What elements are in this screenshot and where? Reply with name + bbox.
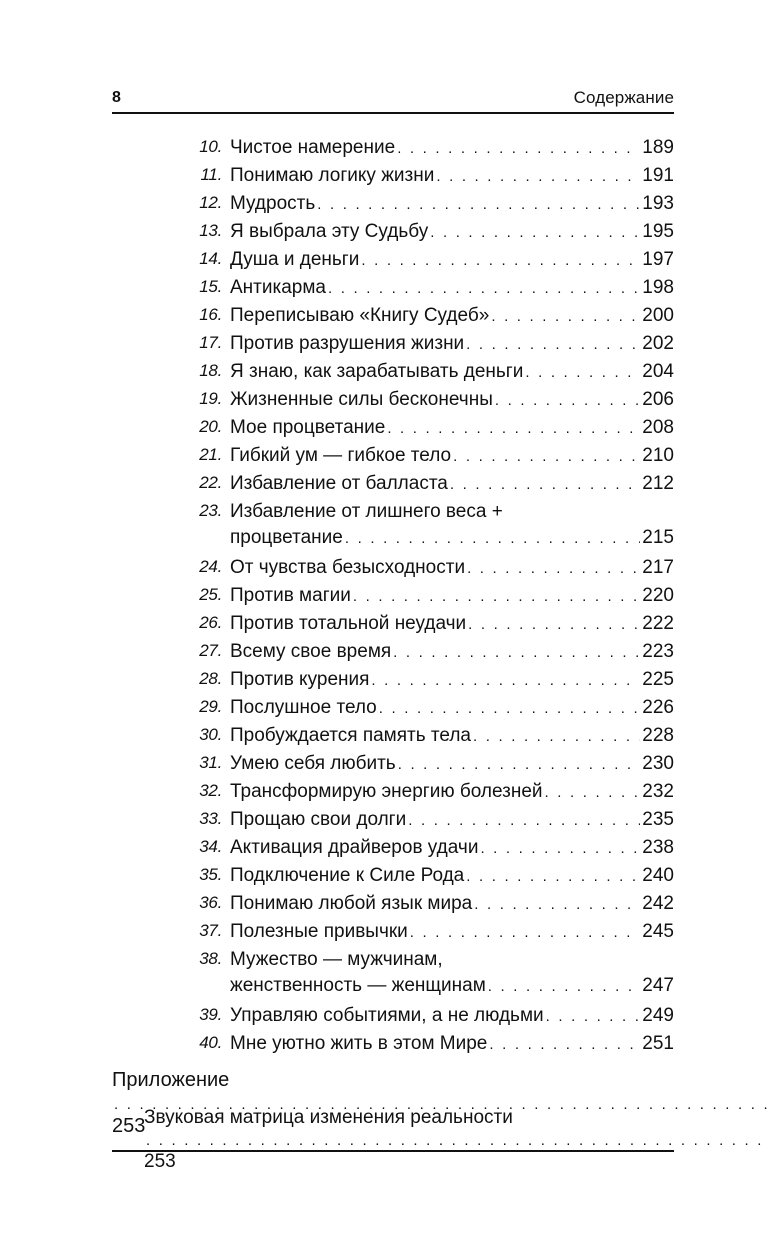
entry-page: 249 [642,1005,674,1026]
entry-number: 13. [199,221,222,240]
entry-number: 35. [199,865,222,884]
entry-number: 16. [199,305,222,324]
entry-number: 25. [199,585,222,604]
entry-row [230,471,674,499]
toc-entry[interactable] [112,807,674,835]
toc-entry[interactable] [112,191,674,219]
entry-page: 200 [642,305,674,326]
dot-leader [361,252,640,269]
dot-leader [466,336,640,353]
entry-row [230,611,674,639]
entry-row [230,639,674,667]
dot-leader [328,280,640,297]
toc-entry[interactable] [112,1031,674,1059]
dot-leader [393,644,640,661]
toc-entry[interactable] [112,723,674,751]
toc-entry[interactable] [112,611,674,639]
entry-page: 228 [642,725,674,746]
entry-number: 24. [199,557,222,576]
entry-title: Подключение к Силе Рода [230,865,465,886]
toc-entry[interactable] [112,415,674,443]
entry-page: 193 [642,193,674,214]
toc-entry[interactable] [112,639,674,667]
entry-number: 20. [199,417,222,436]
entry-row [230,135,674,163]
toc-entry[interactable] [112,583,674,611]
toc-entry[interactable] [112,835,674,863]
entry-page: 230 [642,753,674,774]
entry-title: Против магии [230,585,351,606]
dot-leader [495,392,640,409]
entry-title: Управляю событиями, а не людьми [230,1005,544,1026]
toc-entry[interactable] [112,919,674,947]
entry-row [230,303,674,331]
toc-list [112,135,674,1059]
entry-row [230,163,674,191]
running-header [112,84,674,114]
entry-number: 27. [199,641,222,660]
entry-row [230,695,674,723]
entry-number: 18. [199,361,222,380]
entry-page: 242 [642,893,674,914]
entry-title: процветание [230,527,343,548]
entry-page: 212 [642,473,674,494]
entry-title: Избавление от балласта [230,473,448,494]
dot-leader [410,924,641,941]
entry-title: Послушное тело [230,697,377,718]
entry-title: Гибкий ум — гибкое тело [230,445,452,466]
dot-leader [453,448,640,465]
dot-leader [317,196,640,213]
entry-title: Против курения [230,669,370,690]
entry-title: Понимаю логику жизни [230,165,435,186]
dot-leader [146,1132,768,1149]
entry-row [230,891,674,919]
toc-entry[interactable] [112,751,674,779]
entry-page: 202 [642,333,674,354]
dot-leader [398,756,641,773]
entry-title: Активация драйверов удачи [230,837,479,858]
entry-title: женственность — женщинам [230,975,486,996]
toc-entry[interactable] [112,891,674,919]
entry-title: Понимаю любой язык мира [230,893,473,914]
entry-number: 39. [199,1005,222,1024]
entry-row [230,331,674,359]
entry-title: Душа и деньги [230,249,360,270]
entry-number: 19. [199,389,222,408]
entry-row [230,387,674,415]
section-title: Содержание [573,88,674,107]
entry-page: 191 [642,165,674,186]
entry-number: 26. [199,613,222,632]
entry-title: Переписываю «Книгу Судеб» [230,305,490,326]
entry-row [230,247,674,275]
entry-row [230,863,674,891]
toc-entry[interactable] [112,247,674,275]
entry-number: 11. [200,165,222,184]
entry-number: 22. [199,473,222,492]
entry-number: 23. [199,501,222,520]
dot-leader [430,224,640,241]
entry-page: 223 [642,641,674,662]
toc-entry[interactable] [112,695,674,723]
entry-row [230,751,674,779]
dot-leader [468,616,640,633]
entry-number: 15. [199,277,222,296]
entry-number: 30. [199,725,222,744]
entry-row [230,835,674,863]
toc-entry[interactable] [112,443,674,471]
toc-entry[interactable] [112,499,674,555]
toc-entry[interactable] [112,135,674,163]
entry-row [230,1003,674,1031]
entry-number: 38. [199,949,222,968]
entry-row [230,973,674,1001]
dot-leader [387,420,640,437]
entry-row [230,919,674,947]
entry-page: 232 [642,781,674,802]
entry-number: 17. [199,333,222,352]
toc-entry[interactable] [112,331,674,359]
appendix-page: 253 [112,1115,146,1137]
entry-number: 31. [199,753,222,772]
entry-page: 245 [642,921,674,942]
appendix-section [112,1069,674,1172]
entry-title: Полезные привычки [230,921,408,942]
entry-number: 21. [199,445,222,464]
toc-entry[interactable] [112,303,674,331]
dot-leader [353,588,640,605]
entry-number: 37. [199,921,222,940]
entry-page: 240 [642,865,674,886]
toc-entry[interactable] [112,163,674,191]
dot-leader [488,978,641,995]
toc-entry[interactable] [112,667,674,695]
page-number: 8 [112,89,121,106]
entry-title-line1: Мужество — мужчинам, [230,949,443,970]
dot-leader [466,868,640,885]
entry-title: Я знаю, как зарабатывать деньги [230,361,524,382]
toc-entry[interactable] [112,779,674,807]
entry-row [230,191,674,219]
entry-title: Прощаю свои долги [230,809,407,830]
entry-row [230,525,674,553]
entry-page: 251 [642,1033,674,1054]
entry-row [230,807,674,835]
entry-number: 36. [199,893,222,912]
entry-title: Всему свое время [230,641,392,662]
dot-leader [473,728,640,745]
entry-page: 247 [642,975,674,996]
entry-number: 28. [199,669,222,688]
entry-title: Против разрушения жизни [230,333,465,354]
entry-row [230,275,674,303]
toc-entry[interactable] [112,275,674,303]
entry-title: Умею себя любить [230,753,396,774]
entry-page: 226 [642,697,674,718]
entry-number: 29. [199,697,222,716]
toc-entry[interactable] [112,219,674,247]
entry-page: 217 [642,557,674,578]
entry-row [230,583,674,611]
entry-page: 189 [642,137,674,158]
entry-title: Мне уютно жить в этом Мире [230,1033,488,1054]
entry-title: Мудрость [230,193,316,214]
dot-leader [491,308,640,325]
entry-number: 32. [199,781,222,800]
appendix-title: Приложение [112,1069,230,1091]
entry-row [230,443,674,471]
entry-row [230,219,674,247]
entry-number: 34. [199,837,222,856]
entry-title: Пробуждается память тела [230,725,471,746]
entry-row [230,415,674,443]
entry-title: Антикарма [230,277,326,298]
bottom-rule [112,1150,674,1152]
toc-entry[interactable] [112,359,674,387]
entry-number: 40. [199,1033,222,1052]
toc-entry[interactable] [112,387,674,415]
toc-entry[interactable] [112,471,674,499]
entry-row [230,723,674,751]
dot-leader [525,364,640,381]
dot-leader [545,784,641,801]
entry-title: Чистое намерение [230,137,396,158]
toc-entry[interactable] [112,1003,674,1031]
entry-title: Мое процветание [230,417,386,438]
dot-leader [467,560,640,577]
dot-leader [489,1036,640,1053]
entry-page: 195 [642,221,674,242]
dot-leader [474,896,640,913]
entry-row [230,667,674,695]
entry-title: Жизненные силы бесконечны [230,389,493,410]
entry-page: 208 [642,417,674,438]
appendix-subentry-page: 253 [144,1151,176,1172]
entry-title: От чувства безысходности [230,557,466,578]
entry-page: 235 [642,809,674,830]
dot-leader [546,1008,641,1025]
dot-leader [371,672,640,689]
entry-row [230,359,674,387]
toc-entry[interactable] [112,947,674,1003]
entry-page: 198 [642,277,674,298]
entry-page: 222 [642,613,674,634]
entry-page: 215 [642,527,674,548]
entry-page: 204 [642,361,674,382]
entry-page: 197 [642,249,674,270]
entry-row [230,555,674,583]
entry-number: 33. [199,809,222,828]
entry-number: 14. [199,249,222,268]
entry-number: 10. [199,137,222,156]
entry-title-line1: Избавление от лишнего веса + [230,501,503,522]
entry-page: 225 [642,669,674,690]
dot-leader [379,700,641,717]
entry-page: 238 [642,837,674,858]
entry-row [230,1031,674,1059]
dot-leader [408,812,640,829]
entry-page: 220 [642,585,674,606]
entry-page: 210 [642,445,674,466]
entry-row [230,779,674,807]
entry-number: 12. [199,193,222,212]
dot-leader [450,476,640,493]
entry-title: Трансформирую энергию болезней [230,781,543,802]
toc-entry[interactable] [112,555,674,583]
dot-leader [345,530,640,547]
dot-leader [480,840,640,857]
entry-title: Против тотальной неудачи [230,613,467,634]
entry-page: 206 [642,389,674,410]
entry-title: Я выбрала эту Судьбу [230,221,429,242]
appendix-subentry-title: Звуковая матрица изменения реальности [144,1107,513,1128]
toc-entry[interactable] [112,863,674,891]
dot-leader [436,168,640,185]
dot-leader [397,140,640,157]
